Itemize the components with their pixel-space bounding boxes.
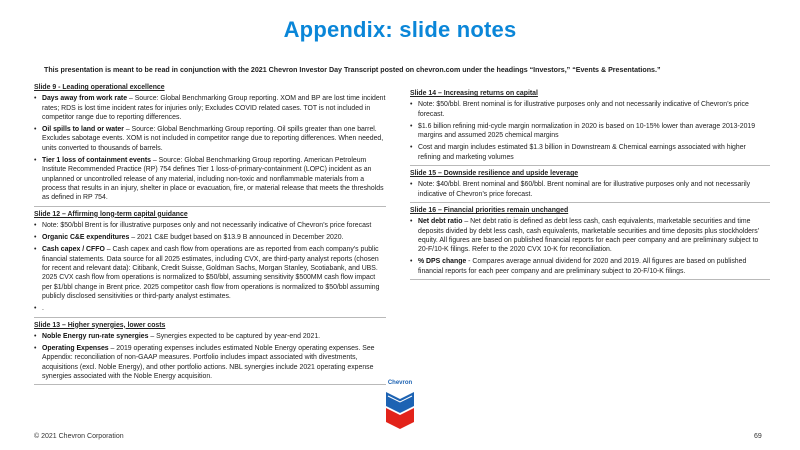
note-term: Net debt ratio xyxy=(418,218,463,226)
note-text: . xyxy=(42,305,44,313)
note-item xyxy=(34,156,386,202)
section-divider xyxy=(34,206,386,207)
notes-list xyxy=(410,180,770,199)
section-divider xyxy=(34,384,386,385)
section-heading: Slide 12 – Affirming long-term capital guidance xyxy=(34,210,188,218)
notes-section xyxy=(410,89,770,166)
note-text: Note: $40/bbl. Brent nominal and $60/bbl. Brent nominal are for illustrative purposes only and not necessarily indicative of Chevron’s price forecast. xyxy=(418,181,751,198)
left-column xyxy=(34,83,386,388)
notes-section xyxy=(34,321,386,386)
note-item xyxy=(410,257,770,276)
copyright-text: © 2021 Chevron Corporation xyxy=(34,433,124,440)
note-item xyxy=(410,100,770,119)
note-text: – Synergies expected to be captured by year-end 2021. xyxy=(148,332,321,340)
note-term: % DPS change xyxy=(418,258,467,266)
note-text: – 2021 C&E budget based on $13.9 B announced in December 2020. xyxy=(129,234,344,242)
note-item xyxy=(410,217,770,254)
section-divider xyxy=(410,202,770,203)
note-term: Noble Energy run-rate synergies xyxy=(42,332,149,340)
note-text: – Net debt ratio is defined as debt less cash, cash equivalents, marketable securities and time deposits divided by debt less cash, cash equivalents, marketable securities and time deposits plus stockholders’ equity. All figures are based on published financial reports for each peer company and are preliminary subject to 20-F/10-K filings. Refer to the 2020 CVX 10-K for reconciliation. xyxy=(418,218,760,254)
notes-list xyxy=(34,94,386,202)
intro-note: This presentation is meant to be read in conjunction with the 2021 Chevron Investor Day Transcript posted on chevron.com under the headings “Investors,” “Events & Presentations.” xyxy=(44,66,661,74)
note-item xyxy=(34,344,386,381)
section-divider xyxy=(34,317,386,318)
section-divider xyxy=(410,165,770,166)
page-number: 69 xyxy=(754,433,762,440)
logo-wordmark: Chevron xyxy=(387,380,413,386)
note-text: – Cash capex and cash flow from operations are as reported from each company’s public financial statements. Data source for all 2025 estimates, including CVX, are third-party analyst reports (chosen for recent and relevant data): Citibank, Credit Suisse, Goldman Sachs, Morgan Stanley, Scotiabank, and UBS. 2025 CVX cash flow from operations is normalized to $50/bbl, assuming sensitivity $500MM cash flow impact per $1/bbl change in Brent price. 2025 competitor cash flow from operations is normalized to $50/bbl assuming publicly disclosed sensitivities or third-party analyst estimates. xyxy=(42,246,380,300)
note-term: Days away from work rate xyxy=(42,95,128,103)
note-term: Tier 1 loss of containment events xyxy=(42,157,152,165)
notes-section xyxy=(410,206,770,280)
section-heading: Slide 15 – Downside resilience and upside leverage xyxy=(410,170,579,178)
note-text: – Source: Global Benchmarking Group reporting. Oil spills greater than one barrel. Excludes sabotage events. XOM is not included in competitor range due to reporting differences. When needed, units converted to thousands of barrels. xyxy=(42,126,384,152)
chevron-logo xyxy=(370,380,430,435)
section-heading: Slide 13 – Higher synergies, lower costs xyxy=(34,321,166,329)
note-text: Note: $50/bbl. Brent nominal is for illustrative purposes only and not necessarily indicative of Chevron’s price forecast. xyxy=(418,101,749,118)
section-heading: Slide 14 – Increasing returns on capital xyxy=(410,90,538,97)
note-text: $1.6 billion refining mid-cycle margin normalization in 2020 is based on 10-15% lower than average 2013-2019 margins and assumed 2025 chemical margins xyxy=(418,122,756,140)
note-text: – 2019 operating expenses includes estimated Noble Energy operating expenses. See Appendix: reconciliation of non-GAAP measures. Portfolio includes impact associated with divestments, acquisitions (excl. Noble Energy), and other portfolio actions. NBL synergies include 2021 operating expense synergies associated with the Noble Energy acquisition. xyxy=(42,345,375,381)
note-item xyxy=(34,221,386,230)
note-item xyxy=(410,180,770,199)
page-title: Appendix: slide notes xyxy=(283,17,517,42)
right-column xyxy=(410,89,770,283)
notes-section xyxy=(34,210,386,318)
notes-list xyxy=(410,217,770,276)
notes-section xyxy=(34,83,386,207)
note-text: Note: $50/bbl Brent is for illustrative purposes only and not necessarily indicative of Chevron’s price forecast xyxy=(42,221,372,229)
notes-section xyxy=(410,169,770,203)
section-heading: Slide 16 – Financial priorities remain unchanged xyxy=(410,206,569,214)
note-item xyxy=(410,143,770,162)
section-divider xyxy=(410,279,770,280)
note-term: Operating Expenses xyxy=(42,345,109,353)
note-text: Cost and margin includes estimated $1.3 billion in Downstream & Chemical earnings associated with higher refining and marketing volumes xyxy=(418,144,746,161)
note-item xyxy=(410,122,770,141)
note-term: Cash capex / CFFO xyxy=(42,246,105,254)
note-text: – Source: Global Benchmarking Group reporting. American Petroleum Institute Recommended Practice (RP) 754 defines Tier 1 loss-of-primary-containment (LOPC) incident as an unplanned or uncontrolled release of any material, including non-toxic and nonflammable materials from a process that results in an injury, shelter in place or evacuation, fire, or material release that meets the thresholds as defined in RP 754. xyxy=(42,157,384,202)
section-heading: Slide 9 - Leading operational excellence xyxy=(34,84,165,91)
notes-list xyxy=(410,100,770,162)
note-item xyxy=(34,245,386,301)
notes-list xyxy=(34,332,386,381)
note-item xyxy=(34,332,386,341)
note-item xyxy=(34,304,386,313)
note-term: Organic C&E expenditures xyxy=(42,234,130,242)
note-item xyxy=(34,94,386,122)
note-text: – Source: Global Benchmarking Group reporting. XOM and BP are lost time incident rates; RDS is lost time incident rates for injuries only; Excludes COVID related cases. TOT is not included in competitor range due to reporting differences. xyxy=(42,95,386,121)
note-term: Oil spills to land or water xyxy=(42,126,124,134)
note-item xyxy=(34,125,386,153)
note-item xyxy=(34,233,386,242)
notes-list xyxy=(34,221,386,314)
chevron-emblem-icon xyxy=(370,388,430,436)
note-text: - Compares average annual dividend for 2020 and 2019. All figures are based on published financial reports for each peer company and are preliminary subject to 20-F/10-K filings. xyxy=(418,258,747,275)
